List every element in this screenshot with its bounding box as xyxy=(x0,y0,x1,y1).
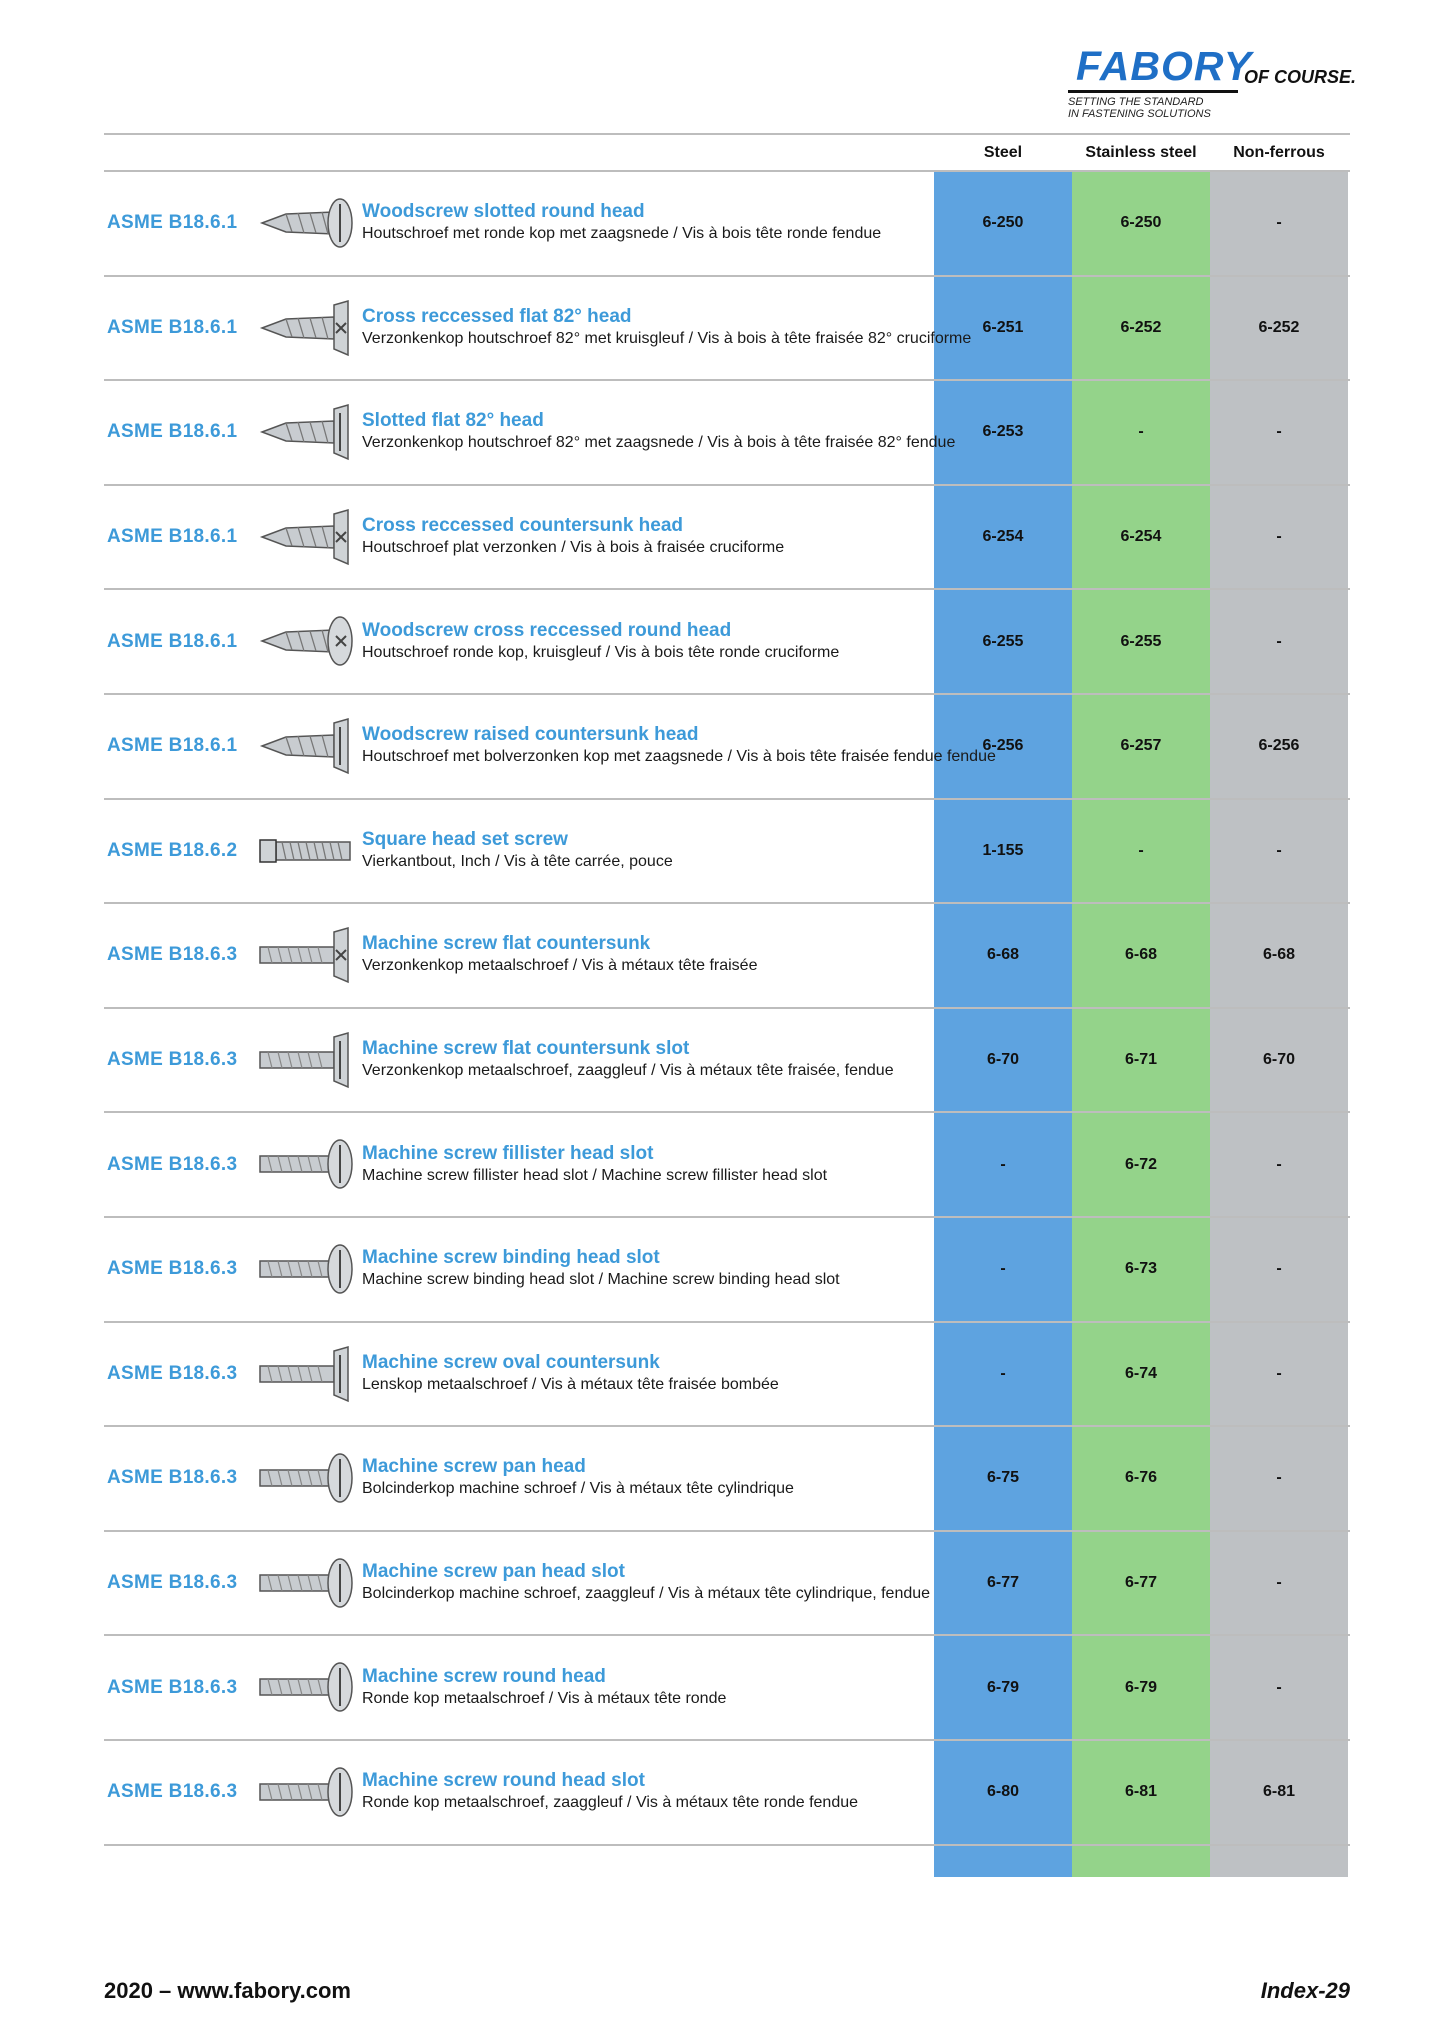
product-title[interactable]: Machine screw flat countersunk slot xyxy=(362,1038,690,1060)
table-row xyxy=(104,590,1350,695)
machine-screw-flat-slot-icon xyxy=(256,1031,356,1089)
column-header-nonferrous: Non-ferrous xyxy=(1233,144,1325,161)
nonferrous-page-ref[interactable]: 6-252 xyxy=(1258,318,1300,336)
woodscrew-round-cross-icon xyxy=(256,612,356,670)
logo-tagline-line-2: IN FASTENING SOLUTIONS xyxy=(1068,108,1211,120)
nonferrous-page-ref[interactable]: 6-68 xyxy=(1262,946,1296,964)
table-row xyxy=(104,1636,1350,1741)
steel-page-ref[interactable]: 6-253 xyxy=(982,423,1024,441)
stainless-page-ref[interactable]: 6-74 xyxy=(1124,1364,1158,1382)
product-subtitle: Machine screw binding head slot / Machine screw binding head slot xyxy=(362,1271,840,1289)
table-row xyxy=(104,800,1350,905)
stainless-page-ref[interactable]: 6-254 xyxy=(1120,528,1162,546)
product-title[interactable]: Cross reccessed flat 82° head xyxy=(362,305,632,327)
table-row xyxy=(104,1009,1350,1114)
steel-page-ref[interactable]: 6-75 xyxy=(986,1469,1020,1487)
stainless-page-ref[interactable]: 6-68 xyxy=(1124,946,1158,964)
product-title[interactable]: Machine screw fillister head slot xyxy=(362,1142,654,1164)
logo-tagline-line-1: SETTING THE STANDARD xyxy=(1068,96,1204,108)
stainless-page-ref[interactable]: 6-81 xyxy=(1124,1783,1158,1801)
machine-screw-fillister-icon xyxy=(256,1135,356,1193)
steel-page-ref[interactable]: - xyxy=(1000,1155,1006,1173)
product-title[interactable]: Woodscrew slotted round head xyxy=(362,201,645,223)
machine-screw-pan-icon xyxy=(256,1449,356,1507)
footer-page-number: Index-29 xyxy=(1260,1978,1350,2003)
product-subtitle: Ronde kop metaalschroef / Vis à métaux tête ronde xyxy=(362,1689,727,1707)
column-header-stainless: Stainless steel xyxy=(1085,144,1197,161)
woodscrew-countersunk-cross-icon xyxy=(256,508,356,566)
product-subtitle: Ronde kop metaalschroef, zaaggleuf / Vis à métaux tête ronde fendue xyxy=(362,1794,859,1812)
steel-page-ref[interactable]: - xyxy=(1000,1260,1006,1278)
stainless-page-ref[interactable]: - xyxy=(1138,423,1144,441)
standard-code: ASME B18.6.3 xyxy=(107,1572,238,1594)
nonferrous-page-ref[interactable]: - xyxy=(1276,423,1282,441)
product-title[interactable]: Machine screw oval countersunk xyxy=(362,1351,660,1373)
standard-code: ASME B18.6.2 xyxy=(107,839,238,861)
stainless-page-ref[interactable]: 6-76 xyxy=(1124,1469,1158,1487)
product-table xyxy=(104,172,1350,1846)
woodscrew-flat-cross-icon xyxy=(256,299,356,357)
stainless-page-ref[interactable]: 6-73 xyxy=(1124,1260,1158,1278)
product-title[interactable]: Machine screw binding head slot xyxy=(362,1247,660,1269)
nonferrous-page-ref[interactable]: - xyxy=(1276,214,1282,232)
table-row xyxy=(104,172,1350,277)
nonferrous-page-ref[interactable]: - xyxy=(1276,1260,1282,1278)
table-row xyxy=(104,1218,1350,1323)
nonferrous-page-ref[interactable]: - xyxy=(1276,1155,1282,1173)
product-subtitle: Houtschroef plat verzonken / Vis à bois à fraisée cruciforme xyxy=(362,539,785,557)
table-row xyxy=(104,1532,1350,1637)
standard-code: ASME B18.6.3 xyxy=(107,1258,238,1280)
product-title[interactable]: Cross reccessed countersunk head xyxy=(362,515,684,537)
product-subtitle: Lenskop metaalschroef / Vis à métaux tête fraisée bombée xyxy=(362,1375,779,1393)
table-row xyxy=(104,1741,1350,1846)
nonferrous-page-ref[interactable]: - xyxy=(1276,841,1282,859)
product-subtitle: Houtschroef met ronde kop met zaagsnede / Vis à bois tête ronde fendue xyxy=(362,225,882,243)
stainless-page-ref[interactable]: 6-257 xyxy=(1120,737,1162,755)
nonferrous-page-ref[interactable]: - xyxy=(1276,1364,1282,1382)
product-subtitle: Houtschroef ronde kop, kruisgleuf / Vis à bois tête ronde cruciforme xyxy=(362,643,840,661)
logo-suffix: OF COURSE. xyxy=(1244,67,1357,87)
table-row xyxy=(104,1427,1350,1532)
steel-page-ref[interactable]: 6-70 xyxy=(986,1051,1020,1069)
square-head-set-screw-icon xyxy=(256,822,356,880)
standard-code: ASME B18.6.3 xyxy=(107,1467,238,1489)
machine-screw-round-icon xyxy=(256,1658,356,1716)
nonferrous-page-ref[interactable]: 6-256 xyxy=(1258,737,1300,755)
woodscrew-round-slot-icon xyxy=(256,194,356,252)
steel-page-ref[interactable]: 6-77 xyxy=(986,1574,1020,1592)
table-row xyxy=(104,695,1350,800)
machine-screw-binding-icon xyxy=(256,1240,356,1298)
product-title[interactable]: Machine screw pan head slot xyxy=(362,1561,625,1583)
stainless-page-ref[interactable]: 6-77 xyxy=(1124,1574,1158,1592)
standard-code: ASME B18.6.3 xyxy=(107,1781,238,1803)
product-subtitle: Verzonkenkop metaalschroef / Vis à métaux tête fraisée xyxy=(362,957,758,975)
product-title[interactable]: Square head set screw xyxy=(362,828,568,850)
logo-underline xyxy=(1068,90,1238,93)
steel-page-ref[interactable]: 6-68 xyxy=(986,946,1020,964)
steel-page-ref[interactable]: 6-80 xyxy=(986,1783,1020,1801)
steel-page-ref[interactable]: 6-250 xyxy=(982,214,1024,232)
standard-code: ASME B18.6.3 xyxy=(107,1153,238,1175)
steel-page-ref[interactable]: 6-255 xyxy=(982,632,1024,650)
nonferrous-page-ref[interactable]: 6-70 xyxy=(1262,1051,1296,1069)
table-row xyxy=(104,1113,1350,1218)
header-top-rule xyxy=(104,133,1350,135)
product-title[interactable]: Slotted flat 82° head xyxy=(362,410,544,432)
standard-code: ASME B18.6.1 xyxy=(107,526,238,548)
product-title[interactable]: Woodscrew cross reccessed round head xyxy=(362,619,732,641)
product-subtitle: Verzonkenkop metaalschroef, zaaggleuf / Vis à métaux tête fraisée, fendue xyxy=(362,1062,894,1080)
product-title[interactable]: Machine screw flat countersunk xyxy=(362,933,651,955)
footer-website[interactable]: 2020 – www.fabory.com xyxy=(104,1978,351,2003)
standard-code: ASME B18.6.3 xyxy=(107,944,238,966)
logo-brand: FABORY xyxy=(1076,43,1253,89)
stainless-page-ref[interactable]: 6-255 xyxy=(1120,632,1162,650)
standard-code: ASME B18.6.3 xyxy=(107,1676,238,1698)
product-title[interactable]: Machine screw pan head xyxy=(362,1456,586,1478)
stainless-page-ref[interactable]: 6-79 xyxy=(1124,1678,1158,1696)
product-subtitle: Verzonkenkop houtschroef 82° met zaagsnede / Vis à bois à tête fraisée 82° fendue xyxy=(362,434,956,452)
steel-page-ref[interactable]: 6-254 xyxy=(982,528,1024,546)
stainless-page-ref[interactable]: 6-250 xyxy=(1120,214,1162,232)
woodscrew-flat-slot-icon xyxy=(256,403,356,461)
product-subtitle: Vierkantbout, Inch / Vis à tête carrée, pouce xyxy=(362,852,673,870)
product-title[interactable]: Machine screw round head slot xyxy=(362,1770,645,1792)
product-title[interactable]: Machine screw round head xyxy=(362,1665,606,1687)
table-row xyxy=(104,486,1350,591)
table-row xyxy=(104,1323,1350,1428)
nonferrous-page-ref[interactable]: - xyxy=(1276,1469,1282,1487)
standard-code: ASME B18.6.1 xyxy=(107,630,238,652)
stainless-page-ref[interactable]: - xyxy=(1138,841,1144,859)
product-subtitle: Machine screw fillister head slot / Machine screw fillister head slot xyxy=(362,1166,828,1184)
nonferrous-page-ref[interactable]: - xyxy=(1276,1678,1282,1696)
machine-screw-flat-cross-icon xyxy=(256,926,356,984)
standard-code: ASME B18.6.1 xyxy=(107,316,238,338)
nonferrous-page-ref[interactable]: - xyxy=(1276,632,1282,650)
table-row xyxy=(104,381,1350,486)
woodscrew-raised-countersunk-icon xyxy=(256,717,356,775)
steel-page-ref[interactable]: 6-251 xyxy=(982,318,1024,336)
stainless-page-ref[interactable]: 6-252 xyxy=(1120,318,1162,336)
standard-code: ASME B18.6.1 xyxy=(107,212,238,234)
column-header-steel: Steel xyxy=(983,144,1023,161)
machine-screw-oval-icon xyxy=(256,1345,356,1403)
steel-page-ref[interactable]: 6-256 xyxy=(982,737,1024,755)
product-title[interactable]: Woodscrew raised countersunk head xyxy=(362,724,699,746)
table-row xyxy=(104,277,1350,382)
fabory-logo xyxy=(1068,43,1357,124)
product-subtitle: Bolcinderkop machine schroef / Vis à métaux tête cylindrique xyxy=(362,1480,794,1498)
nonferrous-page-ref[interactable]: - xyxy=(1276,1574,1282,1592)
stainless-page-ref[interactable]: 6-72 xyxy=(1124,1155,1158,1173)
stainless-page-ref[interactable]: 6-71 xyxy=(1124,1051,1158,1069)
steel-page-ref[interactable]: - xyxy=(1000,1364,1006,1382)
logo-tagline xyxy=(1068,96,1211,120)
product-subtitle: Houtschroef met bolverzonken kop met zaagsnede / Vis à bois tête fraisée fendue fendue xyxy=(362,748,996,766)
steel-page-ref[interactable]: 6-79 xyxy=(986,1678,1020,1696)
product-subtitle: Bolcinderkop machine schroef, zaaggleuf / Vis à métaux tête cylindrique, fendue xyxy=(362,1585,931,1603)
nonferrous-page-ref[interactable]: 6-81 xyxy=(1262,1783,1296,1801)
standard-code: ASME B18.6.3 xyxy=(107,1362,238,1384)
standard-code: ASME B18.6.1 xyxy=(107,421,238,443)
steel-page-ref[interactable]: 1-155 xyxy=(982,841,1024,859)
nonferrous-page-ref[interactable]: - xyxy=(1276,528,1282,546)
product-subtitle: Verzonkenkop houtschroef 82° met kruisgleuf / Vis à bois à tête fraisée 82° cruciforme xyxy=(362,329,972,347)
standard-code: ASME B18.6.3 xyxy=(107,1049,238,1071)
standard-code: ASME B18.6.1 xyxy=(107,735,238,757)
machine-screw-round-slot-icon xyxy=(256,1763,356,1821)
machine-screw-pan-slot-icon xyxy=(256,1554,356,1612)
table-row xyxy=(104,904,1350,1009)
